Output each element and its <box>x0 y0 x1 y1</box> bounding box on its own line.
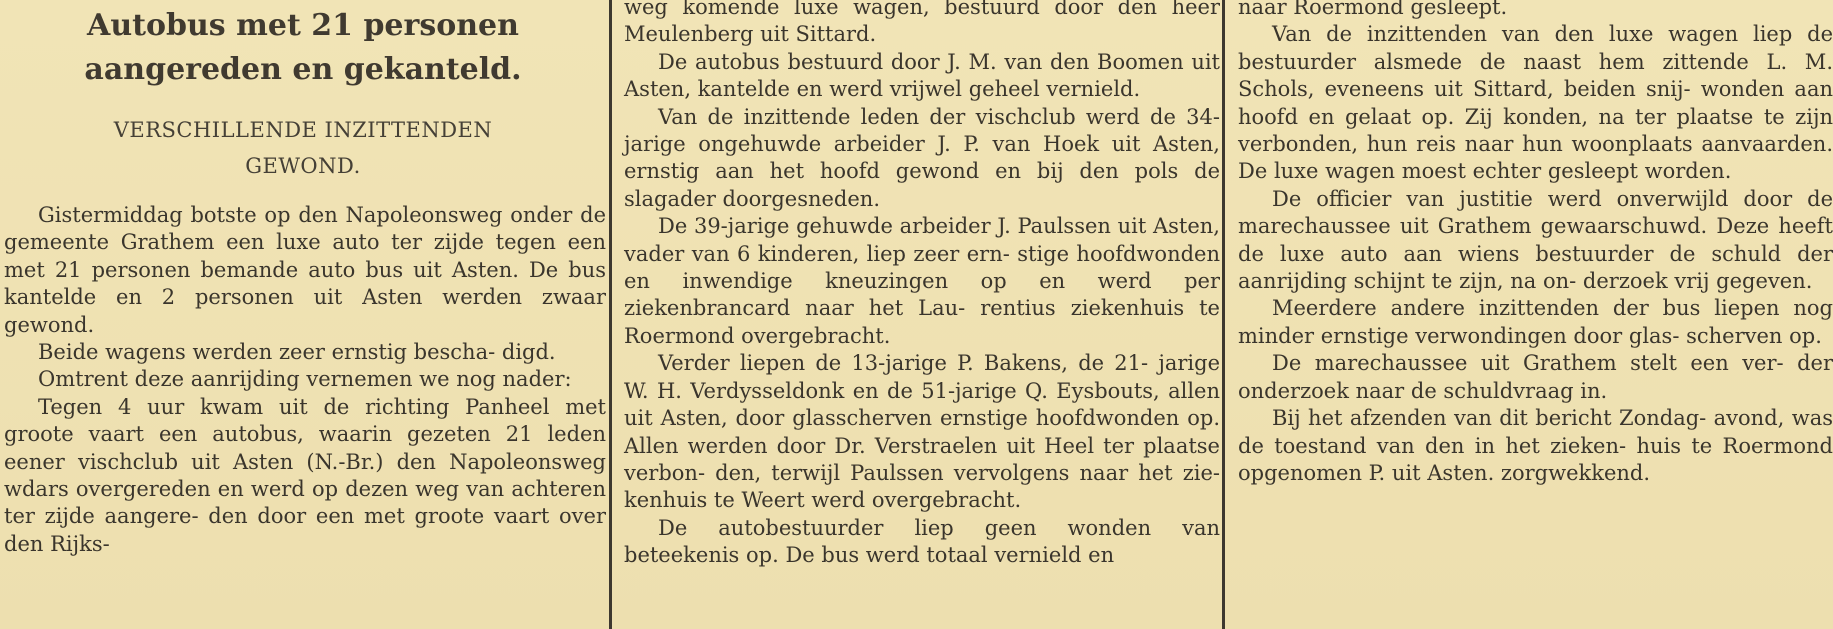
subheadline-line-1: VERSCHILLENDE INZITTENDEN <box>113 118 493 142</box>
subheadline <box>0 112 606 184</box>
subheadline-line-2: GEWOND. <box>245 154 361 178</box>
paragraph: Omtrent deze aanrijding vernemen we nog nader: <box>38 367 572 392</box>
paragraph: naar Roermond gesleept. <box>1238 0 1508 19</box>
paragraph: De marechaussee uit Grathem stelt een ver- der onderzoek naar de schuldvraag in. <box>1238 351 1833 403</box>
paragraph: De autobus bestuurd door J. M. van den Boomen uit Asten, kantelde en werd vrijwel geheel vernield. <box>624 49 1220 102</box>
column-1-body <box>0 202 606 558</box>
paragraph: De officier van justitie werd onverwijld door de marechaussee uit Grathem gewaarschuwd. Deze heeft de luxe auto aan wiens bestuurder de schuld der aanrijding schijnt te zijn, na on- derzoek vrij gegeven. <box>1238 186 1833 294</box>
paragraph: Van de inzittende leden der vischclub werd de 34-jarige ongehuwde arbeider J. P. van Hoek uit Asten, ernstig aan het hoofd gewond en bij den pols de slagader doorgesneden. <box>624 104 1220 211</box>
paragraph: Gistermiddag botste op den Napoleonsweg onder de gemeente Grathem een luxe auto ter zijde tegen een met 21 personen bemande auto bus uit Asten. De bus kantelde en 2 personen uit Asten werden zwaar gewond. <box>4 203 606 337</box>
column-divider <box>1222 0 1225 629</box>
column-1 <box>0 0 606 629</box>
paragraph: Verder liepen de 13-jarige P. Bakens, de 21- jarige W. H. Verdysseldonk en de 51-jarige Q. Eysbouts, allen uit Asten, door glasscherven ernstige hoofdwonden op. Allen werden door Dr. Verstraelen uit Heel ter plaatse verbon- den, terwijl Paulssen vervolgens naar het zie- kenhuis te Weert werd overgebracht. <box>624 351 1220 513</box>
paragraph: Tegen 4 uur kwam uit de richting Panheel met groote vaart een autobus, waarin gezeten 21 leden eener vischclub uit Asten (N.-Br.) den Napoleonsweg wdars overgereden en werd op dezen weg van achteren ter zijde aangere- den door een met groote vaart over den Rijks- <box>4 394 606 556</box>
paragraph: De 39-jarige gehuwde arbeider J. Paulssen uit Asten, vader van 6 kinderen, liep zeer ern- stige hoofdwonden en inwendige kneuzingen op en werd per ziekenbrancard naar het Lau- rentius ziekenhuis te Roermond overgebracht. <box>624 214 1220 348</box>
paragraph: Meerdere andere inzittenden der bus liepen nog minder ernstige verwondingen door glas- scherven op. <box>1238 296 1833 348</box>
paragraph: Beide wagens werden zeer ernstig bescha- digd. <box>38 340 556 365</box>
paragraph: Van de inzittenden van den luxe wagen liep de bestuurder alsmede de naast hem zittende L. M. Schols, eveneens uit Sittard, beiden snij- wonden aan hoofd en gelaat op. Zij konden, na ter plaatse te zijn verbonden, hun reis naar hun woonplaats aanvaarden. De luxe wagen moest echter gesleept worden. <box>1238 22 1833 184</box>
paragraph: De autobestuurder liep geen wonden van beteekenis op. De bus werd totaal vernield en <box>624 515 1220 568</box>
paragraph: weg komende luxe wagen, bestuurd door den heer Meulenberg uit Sittard. <box>624 0 1220 47</box>
headline-line-1: Autobus met 21 personen <box>87 8 519 43</box>
headline <box>0 4 606 92</box>
column-3 <box>1232 0 1833 629</box>
paragraph: Bij het afzenden van dit bericht Zondag- avond, was de toestand van den in het zieken- huis te Roermond opgenomen P. uit Asten. zorgwekkend. <box>1238 406 1833 485</box>
headline-line-2: aangereden en gekanteld. <box>84 52 522 87</box>
column-2 <box>618 0 1220 629</box>
column-divider <box>609 0 612 629</box>
